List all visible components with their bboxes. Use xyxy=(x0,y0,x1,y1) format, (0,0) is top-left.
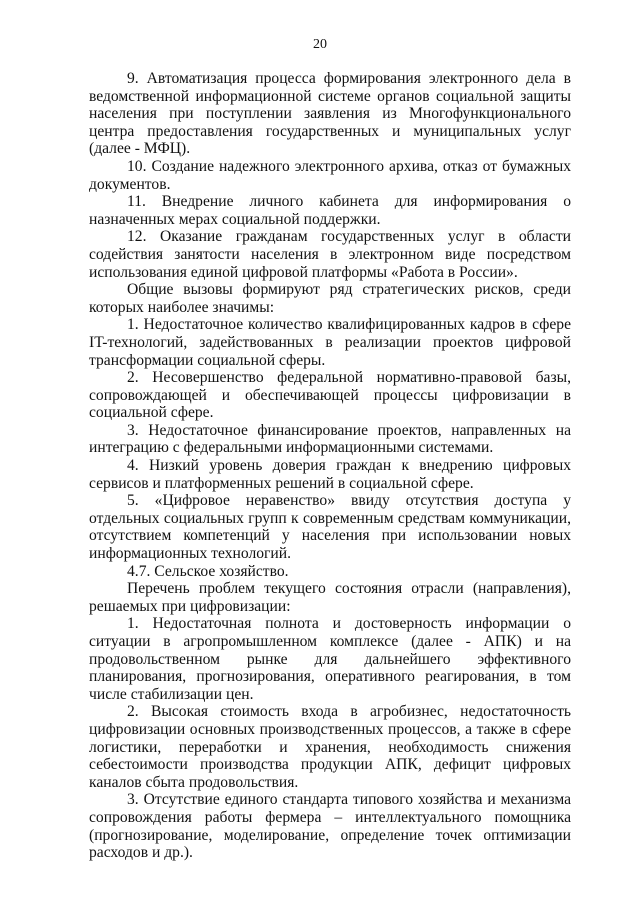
paragraph-item-12: 12. Оказание гражданам государственных услуг в области содействия занятости населения в электронном виде посредством использования единой цифровой платформы «Работа в России». xyxy=(89,228,571,281)
paragraph-item-9: 9. Автоматизация процесса формирования электронного дела в ведомственной информационной системе органов социальной защиты населения при поступлении заявления из Многофункционального центра предоставления государственных и муниципальных услуг (далее - МФЦ). xyxy=(89,70,571,158)
document-body xyxy=(89,70,571,862)
paragraph-problem-1: 1. Недостаточная полнота и достоверность информации о ситуации в агропромышленном комплексе (далее - АПК) и на продовольственном рынке для дальнейшего эффективного планирования, прогнозирования, оперативного реагирования, в том числе стабилизации цен. xyxy=(89,615,571,703)
paragraph-item-10: 10. Создание надежного электронного архива, отказ от бумажных документов. xyxy=(89,157,571,193)
paragraph-item-11: 11. Внедрение личного кабинета для информирования о назначенных мерах социальной поддержки. xyxy=(89,193,571,228)
paragraph-risk-4: 4. Низкий уровень доверия граждан к внедрению цифровых сервисов и платформенных решений в социальной сфере. xyxy=(89,457,571,492)
paragraph-problem-3: 3. Отсутствие единого стандарта типового хозяйства и механизма сопровождения работы фермера – интеллектуального помощника (прогнозирование, моделирование, определение точек оптимизации расходов и др.). xyxy=(89,791,571,862)
paragraph-risk-1: 1. Недостаточное количество квалифицированных кадров в сфере IT-технологий, задействованных в реализации проектов цифровой трансформации социальной сферы. xyxy=(89,316,571,369)
paragraph-risks-intro: Общие вызовы формируют ряд стратегических рисков, среди которых наиболее значимы: xyxy=(89,281,571,316)
section-heading-4-7: 4.7. Сельское хозяйство. xyxy=(127,562,289,580)
page-number: 20 xyxy=(313,37,327,52)
paragraph-problems-intro: Перечень проблем текущего состояния отрасли (направления), решаемых при цифровизации: xyxy=(89,580,571,615)
paragraph-problem-2: 2. Высокая стоимость входа в агробизнес, недостаточность цифровизации основных производственных процессов, а также в сфере логистики, переработки и хранения, необходимость снижения себестоимости производства продукции АПК, дефицит цифровых каналов сбыта продовольствия. xyxy=(89,703,571,791)
paragraph-risk-5: 5. «Цифровое неравенство» ввиду отсутствия доступа у отдельных социальных групп к современным средствам коммуникации, отсутствием компетенций у населения при использовании новых информационных технологий. xyxy=(89,492,571,563)
paragraph-risk-2: 2. Несовершенство федеральной нормативно-правовой базы, сопровождающей и обеспечивающей процессы цифровизации в социальной сфере. xyxy=(89,369,571,422)
paragraph-risk-3: 3. Недостаточное финансирование проектов, направленных на интеграцию с федеральными информационными системами. xyxy=(89,421,571,457)
